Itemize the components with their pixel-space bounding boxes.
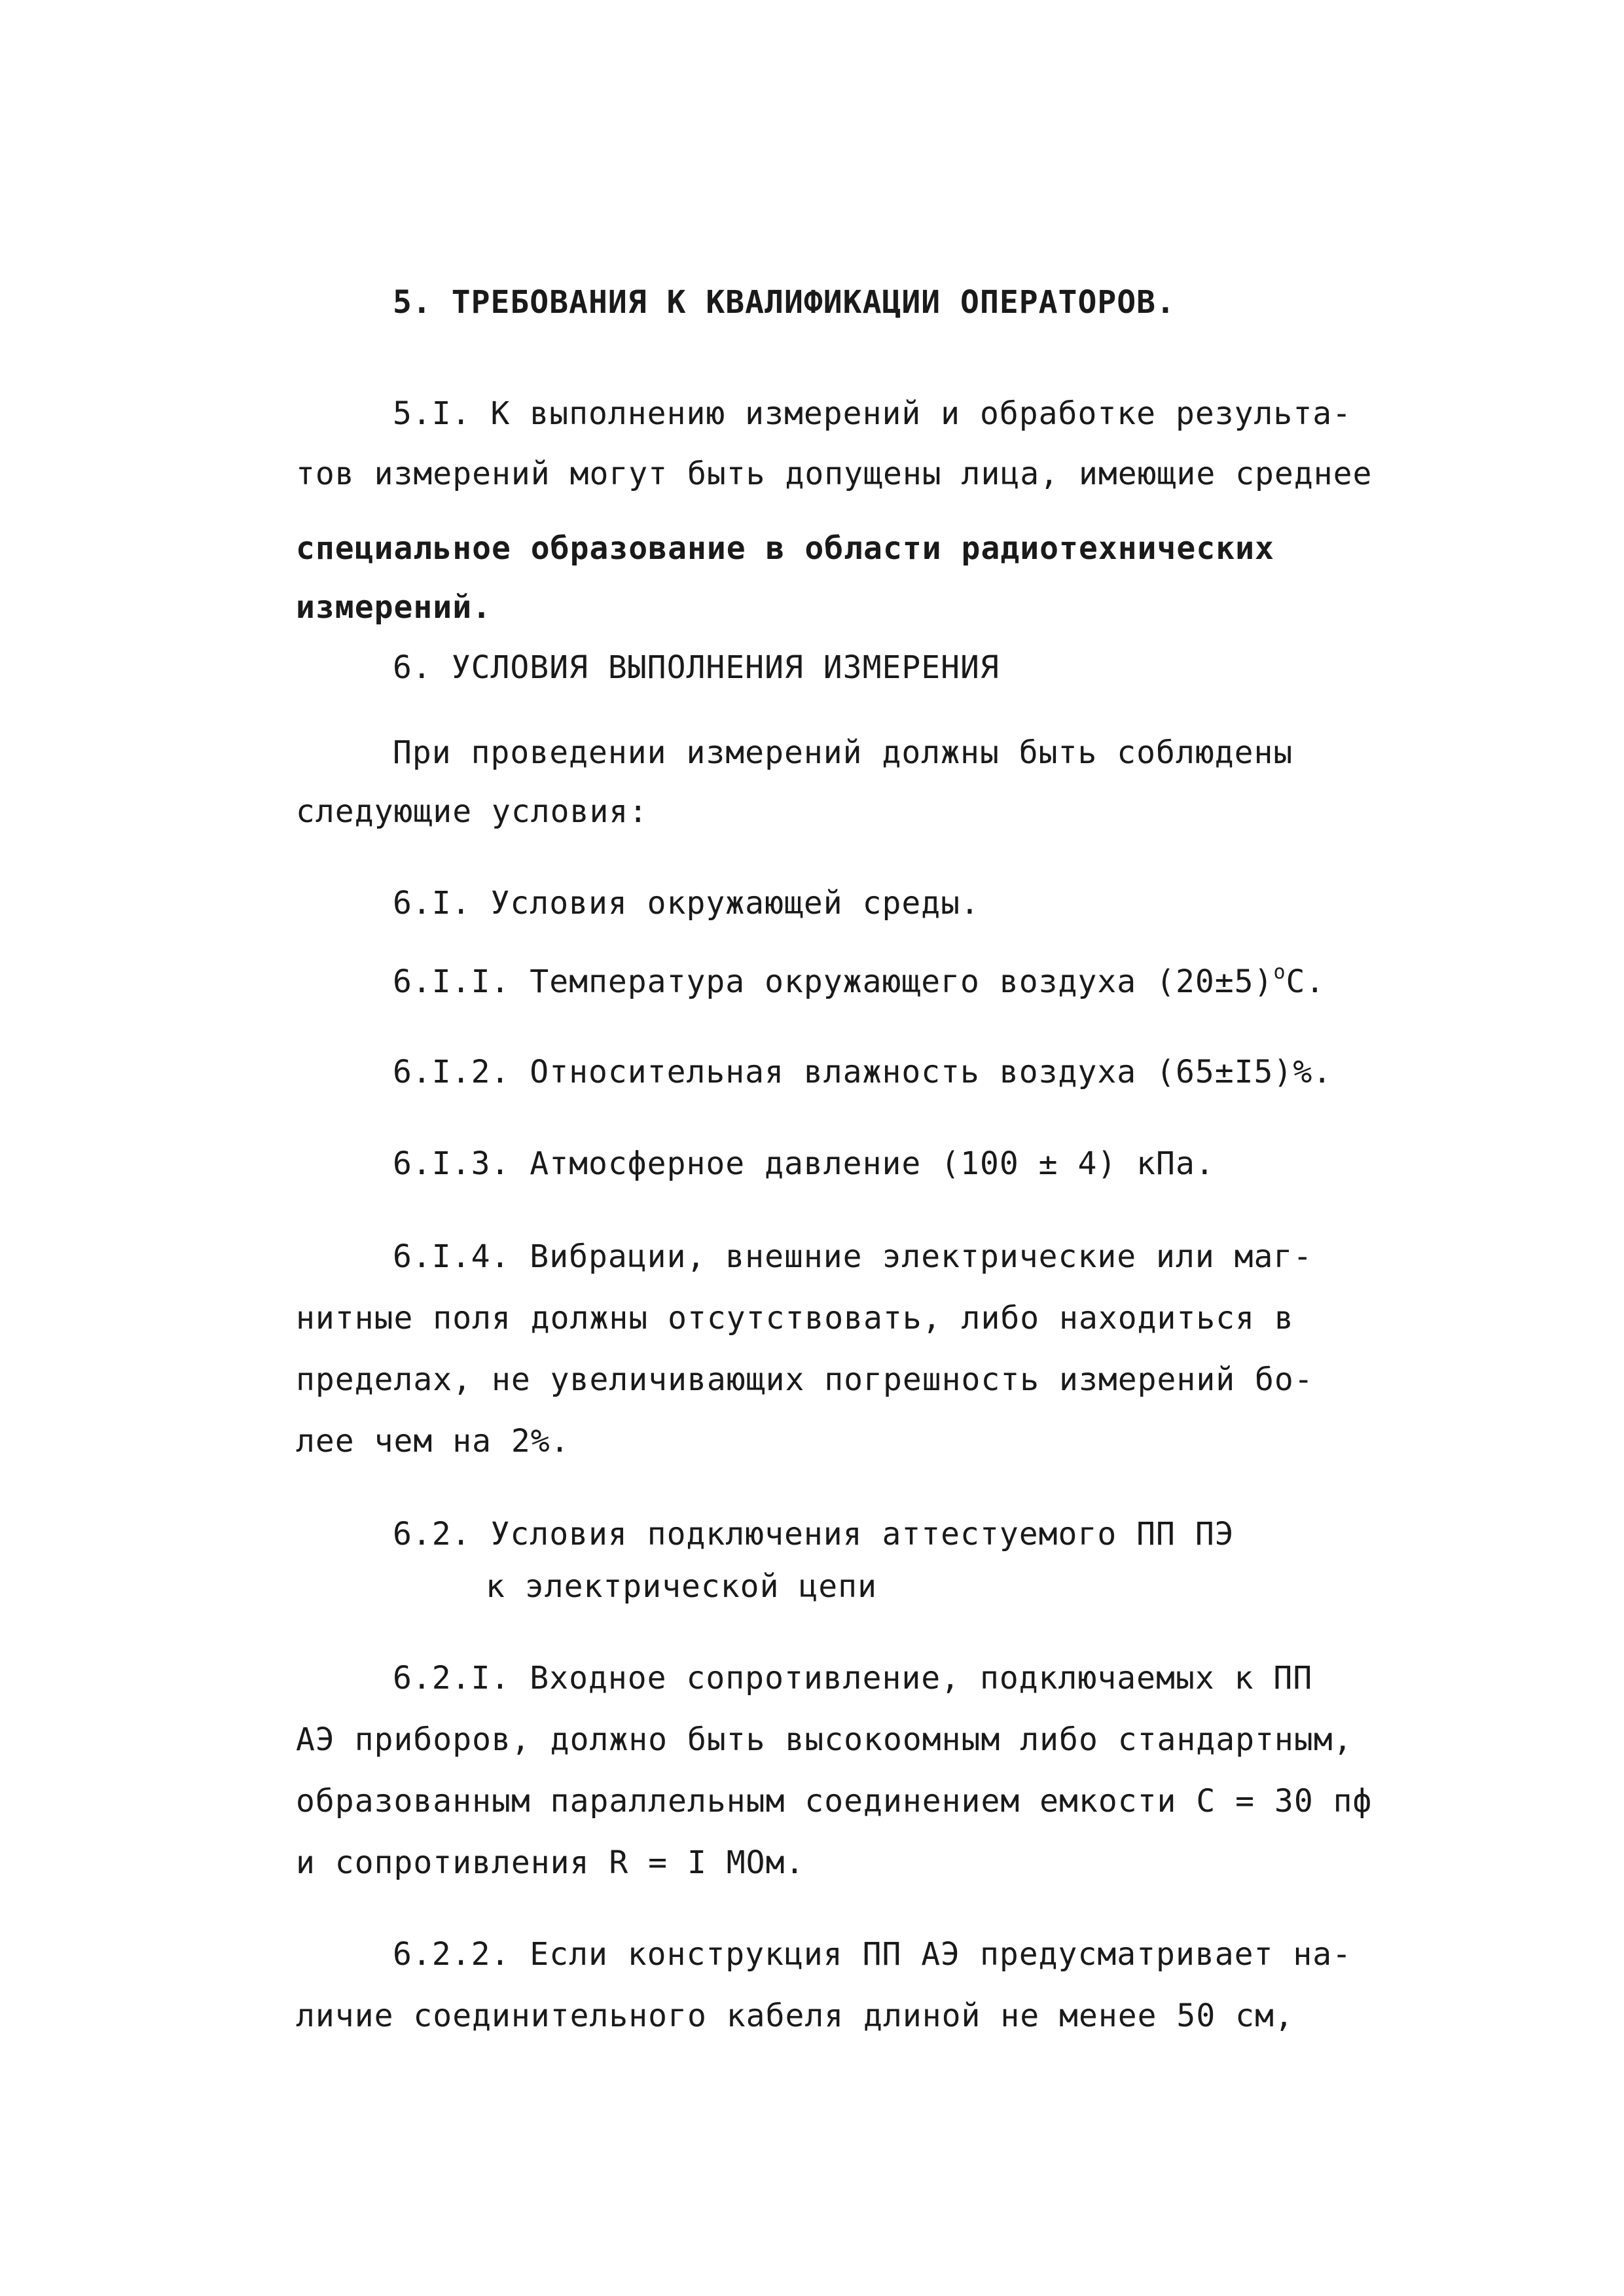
item-6-2-2-line-2: личие соединительного кабеля длиной не менее 50 см, — [296, 1998, 1294, 2034]
paragraph-5-1-line-2: тов измерений могут быть допущены лица, имеющие среднее — [296, 456, 1373, 492]
subsection-6-2-title-line-1: 6.2. Условия подключения аттестуемого ПП ПЭ — [393, 1516, 1235, 1552]
item-6-1-2: 6.I.2. Относительная влажность воздуха (65±I5)%. — [393, 1054, 1333, 1090]
item-6-1-4-line-1: 6.I.4. Вибрации, внешние электрические или маг- — [393, 1238, 1313, 1275]
item-6-1-1: 6.I.I. Температура окружающего воздуха $(20\pm 5)^оС$. — [393, 961, 1326, 1000]
item-6-2-1-line-2: АЭ приборов, должно быть высокоомным либо стандартным, — [296, 1721, 1353, 1758]
item-6-2-1-line-3: образованным параллельным соединением емкости С = 30 пф — [296, 1783, 1373, 1820]
section-6-heading: 6. УСЛОВИЯ ВЫПОЛНЕНИЯ ИЗМЕРЕНИЯ — [393, 649, 1000, 686]
item-6-2-1-line-1: 6.2.I. Входное сопротивление, подключаемых к ПП — [393, 1660, 1313, 1696]
paragraph-5-1-line-1: 5.I. К выполнению измерений и обработке результа- — [393, 395, 1352, 432]
item-6-2-2-line-1: 6.2.2. Если конструкция ПП АЭ предусматривает на- — [393, 1936, 1352, 1973]
item-6-1-4-line-4: лее чем на 2%. — [296, 1423, 570, 1460]
item-6-1-4-line-3: пределах, не увеличивающих погрешность измерений бо- — [296, 1361, 1314, 1398]
section-6-intro-line-2: следующие условия: — [296, 793, 649, 830]
item-6-2-1-line-4: и сопротивления R = I МОм. — [296, 1844, 805, 1881]
section-5-heading: 5. ТРЕБОВАНИЯ К КВАЛИФИКАЦИИ ОПЕРАТОРОВ. — [393, 284, 1176, 321]
subsection-6-2-title-line-2: к электрической цепи — [486, 1568, 877, 1605]
paragraph-5-1-line-3: специальное образование в области радиотехнических — [296, 530, 1274, 567]
subsection-6-1-title: 6.I. Условия окружающей среды. — [393, 885, 980, 922]
item-6-1-4-line-2: нитные поля должны отсутствовать, либо находиться в — [296, 1300, 1294, 1336]
item-6-1-3: 6.I.3. Атмосферное давление (100 ± 4) кПа. — [393, 1145, 1215, 1182]
paragraph-5-1-line-4: измерений. — [296, 589, 492, 626]
section-6-intro-line-1: При проведении измерений должны быть соблюдены — [393, 734, 1293, 771]
